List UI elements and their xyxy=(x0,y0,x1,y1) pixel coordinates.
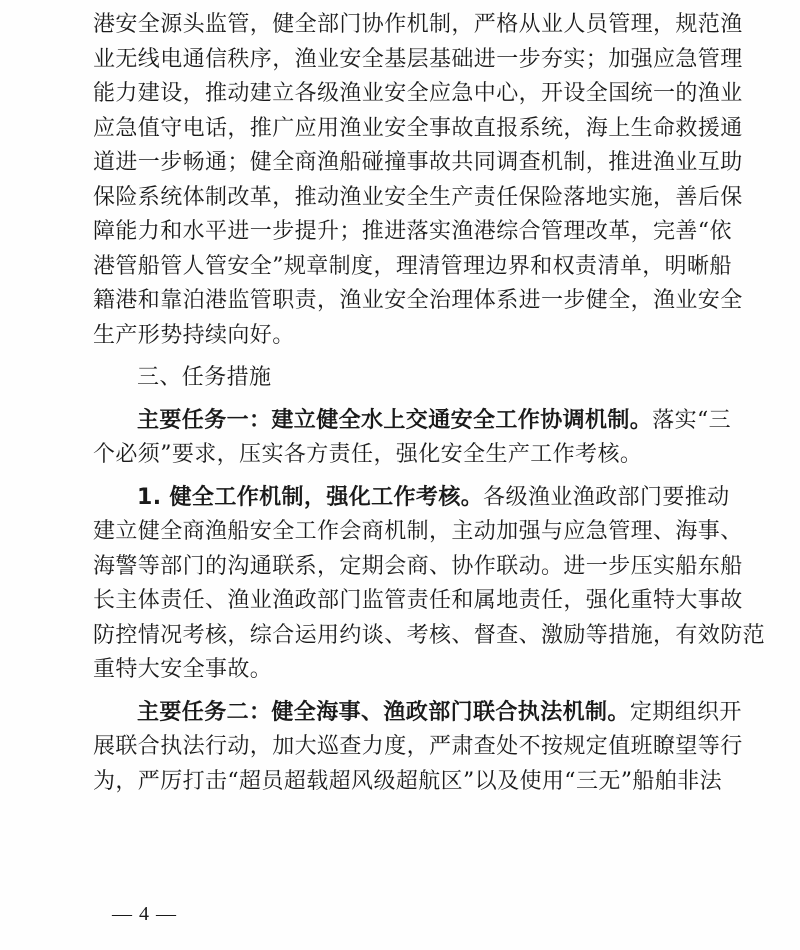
text-line: 障能力和水平进一步提升；推进落实渔港综合管理改革，完善“依 xyxy=(93,219,732,244)
task-one-title: 主要任务一：建立健全水上交通安全工作协调机制。 xyxy=(137,407,653,433)
text-line: 防控情况考核，综合运用约谈、考核、督查、激励等措施，有效防范 xyxy=(93,622,766,648)
text-line: 个必须”要求，压实各方责任，强化安全生产工作考核。 xyxy=(93,442,643,467)
text-line: 展联合执法行动，加大巡查力度，严肃查处不按规定值班瞭望等行 xyxy=(93,734,743,759)
text-line: 建立健全商渔船安全工作会商机制，主动加强与应急管理、海事、 xyxy=(93,519,743,544)
text-line xyxy=(93,404,732,439)
text-line: 籍港和靠泊港监管职责，渔业安全治理体系进一步健全，渔业安全 xyxy=(93,288,743,313)
text-line: 生产形势持续向好。 xyxy=(93,322,295,348)
page-number: — 4 — xyxy=(112,903,177,925)
task-one-text: 落实“三 xyxy=(652,407,732,433)
paragraph-item-one xyxy=(93,481,766,688)
text-line: 能力建设，推动建立各级渔业安全应急中心，开设全国统一的渔业 xyxy=(93,81,743,106)
text-line: 业无线电通信秩序，渔业安全基层基础进一步夯实；加强应急管理 xyxy=(93,46,743,72)
paragraph-achievements xyxy=(93,8,743,353)
text-line: 保险系统体制改革，推动渔业安全生产责任保险落地实施，善后保 xyxy=(93,184,743,210)
task-two-text: 定期组织开 xyxy=(629,699,742,725)
text-line: 应急值守电话，推广应用渔业安全事故直报系统，海上生命救援通 xyxy=(93,115,743,141)
text-line: 海警等部门的沟通联系，定期会商、协作联动。进一步压实船东船 xyxy=(93,553,743,579)
text-line: 港管船管人管安全”规章制度，理清管理边界和权责清单，明晰船 xyxy=(93,253,732,279)
item-one-title: 1. 健全工作机制，强化工作考核。 xyxy=(137,484,484,510)
text-line: 长主体责任、渔业渔政部门监管责任和属地责任，强化重特大事故 xyxy=(93,588,743,613)
document-body xyxy=(93,8,766,799)
task-two-title: 主要任务二：健全海事、渔政部门联合执法机制。 xyxy=(137,699,630,725)
text-line: 港安全源头监管，健全部门协作机制，严格从业人员管理，规范渔 xyxy=(93,12,743,37)
paragraph-task-one xyxy=(93,404,732,473)
section-heading: 三、任务措施 xyxy=(137,365,272,390)
paragraph-task-two xyxy=(93,696,743,800)
text-line xyxy=(93,481,730,516)
text-line xyxy=(93,696,742,731)
text-line: 重特大安全事故。 xyxy=(93,657,273,682)
item-one-text: 各级渔业渔政部门要推动 xyxy=(483,484,730,510)
text-line: 为，严厉打击“超员超载超风级超航区”以及使用“三无”船舶非法 xyxy=(93,768,722,794)
text-line: 道进一步畅通；健全商渔船碰撞事故共同调查机制，推进渔业互助 xyxy=(93,150,743,175)
